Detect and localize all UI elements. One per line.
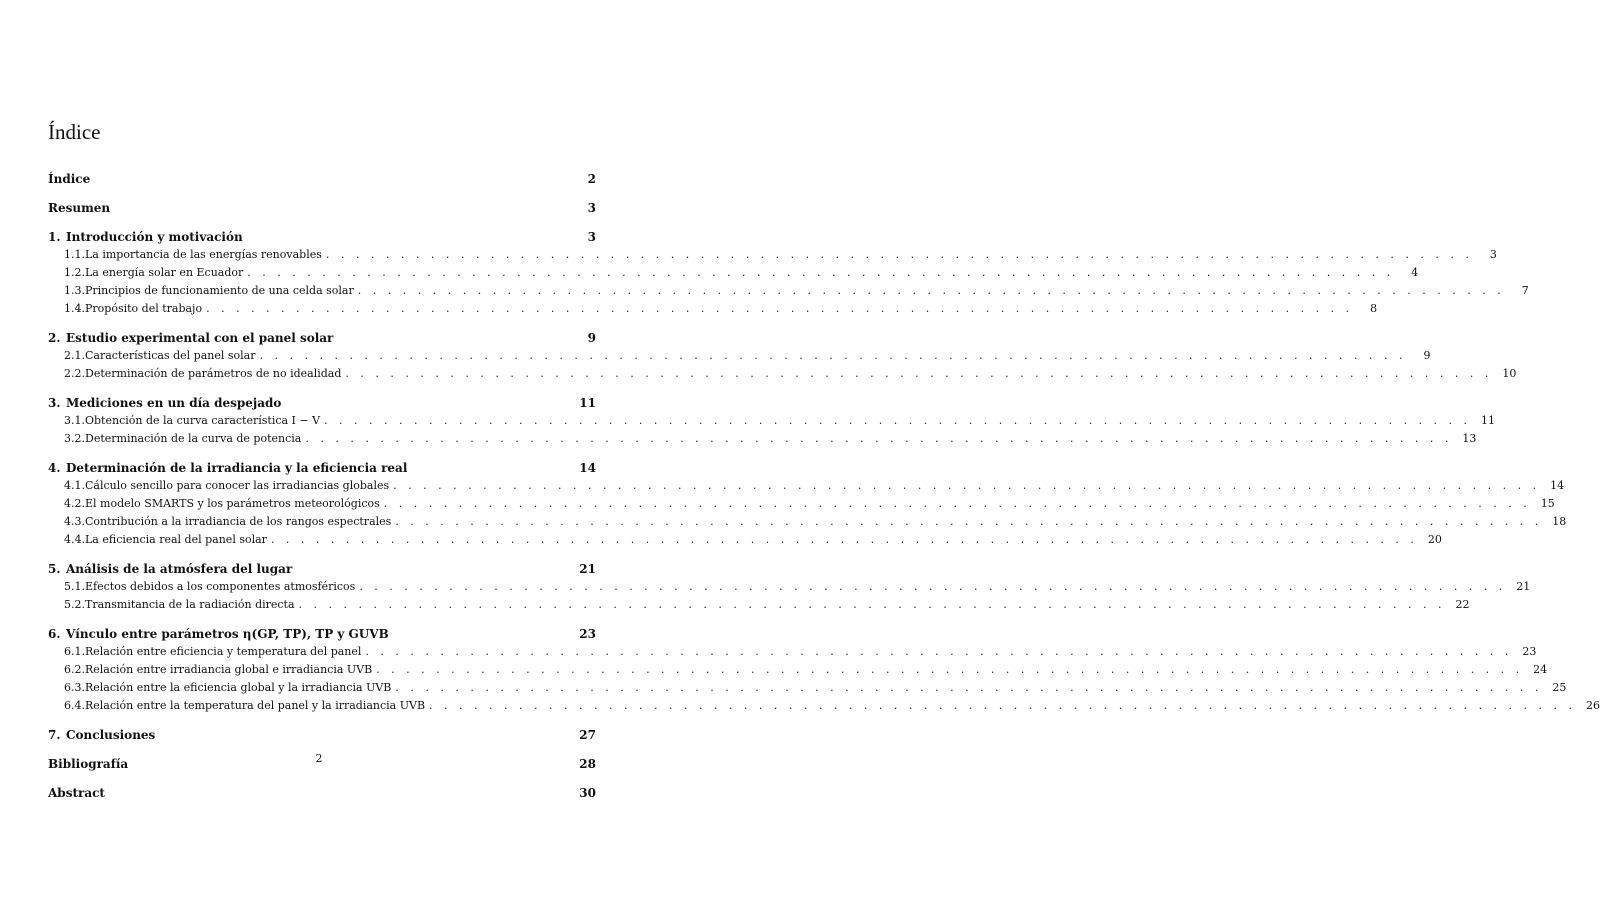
spacer bbox=[48, 448, 596, 459]
toc-subsection[interactable] bbox=[48, 513, 1567, 531]
toc-subsection[interactable] bbox=[48, 661, 1548, 679]
toc-label: Relación entre irradiancia global e irradiancia UVB bbox=[85, 663, 373, 676]
toc-subsection[interactable] bbox=[48, 531, 1442, 549]
toc-number: 4.3. bbox=[64, 515, 85, 528]
toc-section[interactable] bbox=[48, 228, 596, 246]
toc-page: 20 bbox=[1427, 533, 1442, 546]
dot-leader: . . . . . . . . . . . . . . . . . . . . . . . . . . . . . . . . . . . . . . . . . . . . . . . . . . . . . . . . . . . . . . . . . . . . . . . . . . . . . bbox=[359, 580, 1507, 593]
toc-section[interactable] bbox=[48, 726, 596, 744]
dot-leader: . . . . . . . . . . . . . . . . . . . . . . . . . . . . . . . . . . . . . . . . . . . . . . . . . . . . . . . . . . . . . . . . . . . . . . . . . . . . . bbox=[365, 645, 1513, 658]
toc-number: 5.2. bbox=[64, 598, 85, 611]
toc-label: Bibliografía bbox=[48, 757, 129, 771]
toc-number: 4. bbox=[48, 461, 61, 475]
toc-page: 4 bbox=[1411, 266, 1419, 279]
toc-number: 1.4. bbox=[64, 302, 85, 315]
toc-page: 10 bbox=[1502, 367, 1517, 380]
dot-leader: . . . . . . . . . . . . . . . . . . . . . . . . . . . . . . . . . . . . . . . . . . . . . . . . . . . . . . . . . . . . . . . . . . . . . . . . . . . . . bbox=[383, 497, 1531, 510]
spacer bbox=[48, 318, 596, 329]
toc-subsection[interactable] bbox=[48, 282, 1529, 300]
toc-label: Introducción y motivación bbox=[66, 230, 243, 244]
toc-number: 3.2. bbox=[64, 432, 85, 445]
toc-label: Índice bbox=[48, 172, 91, 186]
toc-page: 30 bbox=[579, 786, 596, 800]
toc-subsection[interactable] bbox=[48, 347, 1431, 365]
toc-label: Vínculo entre parámetros η(GP, TP), TP y GUVB bbox=[66, 627, 389, 641]
toc-number: 6.3. bbox=[64, 681, 85, 694]
toc-label: Propósito del trabajo bbox=[85, 302, 203, 315]
toc-page: 23 bbox=[1522, 645, 1537, 658]
spacer bbox=[48, 614, 596, 625]
toc-page: 2 bbox=[587, 172, 596, 186]
toc-subsection[interactable] bbox=[48, 477, 1565, 495]
toc-page: 23 bbox=[579, 627, 596, 641]
page-title: Índice bbox=[48, 120, 101, 144]
toc-page: 3 bbox=[1489, 248, 1497, 261]
toc-subsection[interactable] bbox=[48, 412, 1496, 430]
toc-label: Contribución a la irradiancia de los rangos espectrales bbox=[85, 515, 392, 528]
toc-label: Mediciones en un día despejado bbox=[66, 396, 282, 410]
toc-number: 2.2. bbox=[64, 367, 85, 380]
toc-number: 4.1. bbox=[64, 479, 85, 492]
toc-subsection[interactable] bbox=[48, 596, 1470, 614]
dot-leader: . . . . . . . . . . . . . . . . . . . . . . . . . . . . . . . . . . . . . . . . . . . . . . . . . . . . . . . . . . . . . . . . . . . . . . . . . . . . . bbox=[429, 699, 1577, 712]
toc-page: 11 bbox=[1481, 414, 1496, 427]
dot-leader: . . . . . . . . . . . . . . . . . . . . . . . . . . . . . . . . . . . . . . . . . . . . . . . . . . . . . . . . . . . . . . . . . . . . . . . . . . . . . bbox=[345, 367, 1493, 380]
dot-leader: . . . . . . . . . . . . . . . . . . . . . . . . . . . . . . . . . . . . . . . . . . . . . . . . . . . . . . . . . . . . . . . . . . . . . . . . . . . . . bbox=[376, 663, 1524, 676]
toc-label: La eficiencia real del panel solar bbox=[85, 533, 267, 546]
toc-page: 13 bbox=[1462, 432, 1477, 445]
toc-number: 1.3. bbox=[64, 284, 85, 297]
toc-page: 22 bbox=[1455, 598, 1470, 611]
toc-number: 1.1. bbox=[64, 248, 85, 261]
toc-section[interactable] bbox=[48, 170, 596, 188]
toc-number: 3. bbox=[48, 396, 61, 410]
toc-number: 2.1. bbox=[64, 349, 85, 362]
toc-page: 9 bbox=[1423, 349, 1431, 362]
toc-label: Relación entre la temperatura del panel y la irradiancia UVB bbox=[85, 699, 426, 712]
toc-number: 3.1. bbox=[64, 414, 85, 427]
toc-label: Obtención de la curva característica I − V bbox=[85, 414, 321, 427]
dot-leader: . . . . . . . . . . . . . . . . . . . . . . . . . . . . . . . . . . . . . . . . . . . . . . . . . . . . . . . . . . . . . . . . . . . . . . . . . . . . . bbox=[298, 598, 1446, 611]
toc-subsection[interactable] bbox=[48, 679, 1567, 697]
toc-label: Relación entre eficiencia y temperatura del panel bbox=[85, 645, 362, 658]
spacer bbox=[48, 715, 596, 726]
toc-label: Resumen bbox=[48, 201, 111, 215]
dot-leader: . . . . . . . . . . . . . . . . . . . . . . . . . . . . . . . . . . . . . . . . . . . . . . . . . . . . . . . . . . . . . . . . . . . . . . . . . . . . . bbox=[247, 266, 1395, 279]
toc-label: La energía solar en Ecuador bbox=[85, 266, 244, 279]
toc-page: 11 bbox=[579, 396, 596, 410]
toc-page: 7 bbox=[1521, 284, 1529, 297]
toc-number: 5. bbox=[48, 562, 61, 576]
toc-number: 7. bbox=[48, 728, 61, 742]
toc-page: 26 bbox=[1586, 699, 1600, 712]
spacer bbox=[48, 188, 596, 199]
toc-label: Análisis de la atmósfera del lugar bbox=[66, 562, 293, 576]
dot-leader: . . . . . . . . . . . . . . . . . . . . . . . . . . . . . . . . . . . . . . . . . . . . . . . . . . . . . . . . . . . . . . . . . . . . . . . . . . . . . bbox=[305, 432, 1453, 445]
dot-leader: . . . . . . . . . . . . . . . . . . . . . . . . . . . . . . . . . . . . . . . . . . . . . . . . . . . . . . . . . . . . . . . . . . . . . . . . . . . . . bbox=[325, 248, 1473, 261]
toc-section[interactable] bbox=[48, 459, 596, 477]
toc-section[interactable] bbox=[48, 784, 596, 802]
spacer bbox=[48, 217, 596, 228]
toc-label: Principios de funcionamiento de una celda solar bbox=[85, 284, 354, 297]
dot-leader: . . . . . . . . . . . . . . . . . . . . . . . . . . . . . . . . . . . . . . . . . . . . . . . . . . . . . . . . . . . . . . . . . . . . . . . . . . . . . bbox=[393, 479, 1541, 492]
toc-page: 15 bbox=[1540, 497, 1555, 510]
toc-label: Abstract bbox=[48, 786, 105, 800]
toc-page: 14 bbox=[1550, 479, 1565, 492]
toc-page: 14 bbox=[579, 461, 596, 475]
toc-page: 21 bbox=[1516, 580, 1531, 593]
toc-number: 6.1. bbox=[64, 645, 85, 658]
toc-subsection[interactable] bbox=[48, 697, 1600, 715]
toc-label: Determinación de la irradiancia y la eficiencia real bbox=[66, 461, 408, 475]
toc-subsection[interactable] bbox=[48, 643, 1537, 661]
toc-section[interactable] bbox=[48, 199, 596, 217]
toc-number: 1.2. bbox=[64, 266, 85, 279]
toc-page: 27 bbox=[579, 728, 596, 742]
toc-subsection[interactable] bbox=[48, 365, 1517, 383]
toc-label: El modelo SMARTS y los parámetros meteorológicos bbox=[85, 497, 380, 510]
page-number: 2 bbox=[315, 752, 323, 765]
toc-page: 21 bbox=[579, 562, 596, 576]
toc-page: 8 bbox=[1370, 302, 1378, 315]
toc-label: Cálculo sencillo para conocer las irradiancias globales bbox=[85, 479, 390, 492]
spacer bbox=[48, 383, 596, 394]
toc-number: 6. bbox=[48, 627, 61, 641]
toc-label: Determinación de parámetros de no idealidad bbox=[85, 367, 342, 380]
toc-page: 24 bbox=[1533, 663, 1548, 676]
spacer bbox=[48, 549, 596, 560]
toc-label: Estudio experimental con el panel solar bbox=[66, 331, 334, 345]
toc-label: Características del panel solar bbox=[85, 349, 256, 362]
toc-section[interactable] bbox=[48, 560, 596, 578]
dot-leader: . . . . . . . . . . . . . . . . . . . . . . . . . . . . . . . . . . . . . . . . . . . . . . . . . . . . . . . . . . . . . . . . . . . . . . . . . . . . . bbox=[270, 533, 1418, 546]
toc-page: 25 bbox=[1552, 681, 1567, 694]
toc-number: 6.4. bbox=[64, 699, 85, 712]
toc-page: 9 bbox=[587, 331, 596, 345]
toc-number: 2. bbox=[48, 331, 61, 345]
toc-page: 3 bbox=[587, 230, 596, 244]
toc-number: 5.1. bbox=[64, 580, 85, 593]
toc-subsection[interactable] bbox=[48, 264, 1419, 282]
toc-label: La importancia de las energías renovables bbox=[85, 248, 322, 261]
dot-leader: . . . . . . . . . . . . . . . . . . . . . . . . . . . . . . . . . . . . . . . . . . . . . . . . . . . . . . . . . . . . . . . . . . . . . . . . . . . . . bbox=[395, 681, 1543, 694]
toc-section[interactable] bbox=[48, 329, 596, 347]
toc-section[interactable] bbox=[48, 625, 596, 643]
toc-subsection[interactable] bbox=[48, 246, 1497, 264]
toc-label: Efectos debidos a los componentes atmosféricos bbox=[85, 580, 356, 593]
toc-label: Determinación de la curva de potencia bbox=[85, 432, 302, 445]
dot-leader: . . . . . . . . . . . . . . . . . . . . . . . . . . . . . . . . . . . . . . . . . . . . . . . . . . . . . . . . . . . . . . . . . . . . . . . . . . . . . bbox=[395, 515, 1543, 528]
toc-subsection[interactable] bbox=[48, 578, 1531, 596]
toc-subsection[interactable] bbox=[48, 495, 1555, 513]
toc-subsection[interactable] bbox=[48, 300, 1378, 318]
toc-number: 4.2. bbox=[64, 497, 85, 510]
toc-label: Relación entre la eficiencia global y la irradiancia UVB bbox=[85, 681, 392, 694]
toc-number: 6.2. bbox=[64, 663, 85, 676]
toc-label: Transmitancia de la radiación directa bbox=[85, 598, 295, 611]
spacer bbox=[48, 773, 596, 784]
toc-number: 4.4. bbox=[64, 533, 85, 546]
toc-page: 18 bbox=[1552, 515, 1567, 528]
toc-page: 3 bbox=[587, 201, 596, 215]
dot-leader: . . . . . . . . . . . . . . . . . . . . . . . . . . . . . . . . . . . . . . . . . . . . . . . . . . . . . . . . . . . . . . . . . . . . . . . . . . . . . bbox=[324, 414, 1472, 427]
toc-label: Conclusiones bbox=[66, 728, 156, 742]
toc-subsection[interactable] bbox=[48, 430, 1477, 448]
dot-leader: . . . . . . . . . . . . . . . . . . . . . . . . . . . . . . . . . . . . . . . . . . . . . . . . . . . . . . . . . . . . . . . . . . . . . . . . . . . . . bbox=[259, 349, 1407, 362]
dot-leader: . . . . . . . . . . . . . . . . . . . . . . . . . . . . . . . . . . . . . . . . . . . . . . . . . . . . . . . . . . . . . . . . . . . . . . . . . . . . . bbox=[206, 302, 1354, 315]
dot-leader: . . . . . . . . . . . . . . . . . . . . . . . . . . . . . . . . . . . . . . . . . . . . . . . . . . . . . . . . . . . . . . . . . . . . . . . . . . . . . bbox=[357, 284, 1505, 297]
toc-section[interactable] bbox=[48, 394, 596, 412]
toc-number: 1. bbox=[48, 230, 61, 244]
table-of-contents bbox=[48, 170, 1600, 802]
toc-page: 28 bbox=[579, 757, 596, 771]
